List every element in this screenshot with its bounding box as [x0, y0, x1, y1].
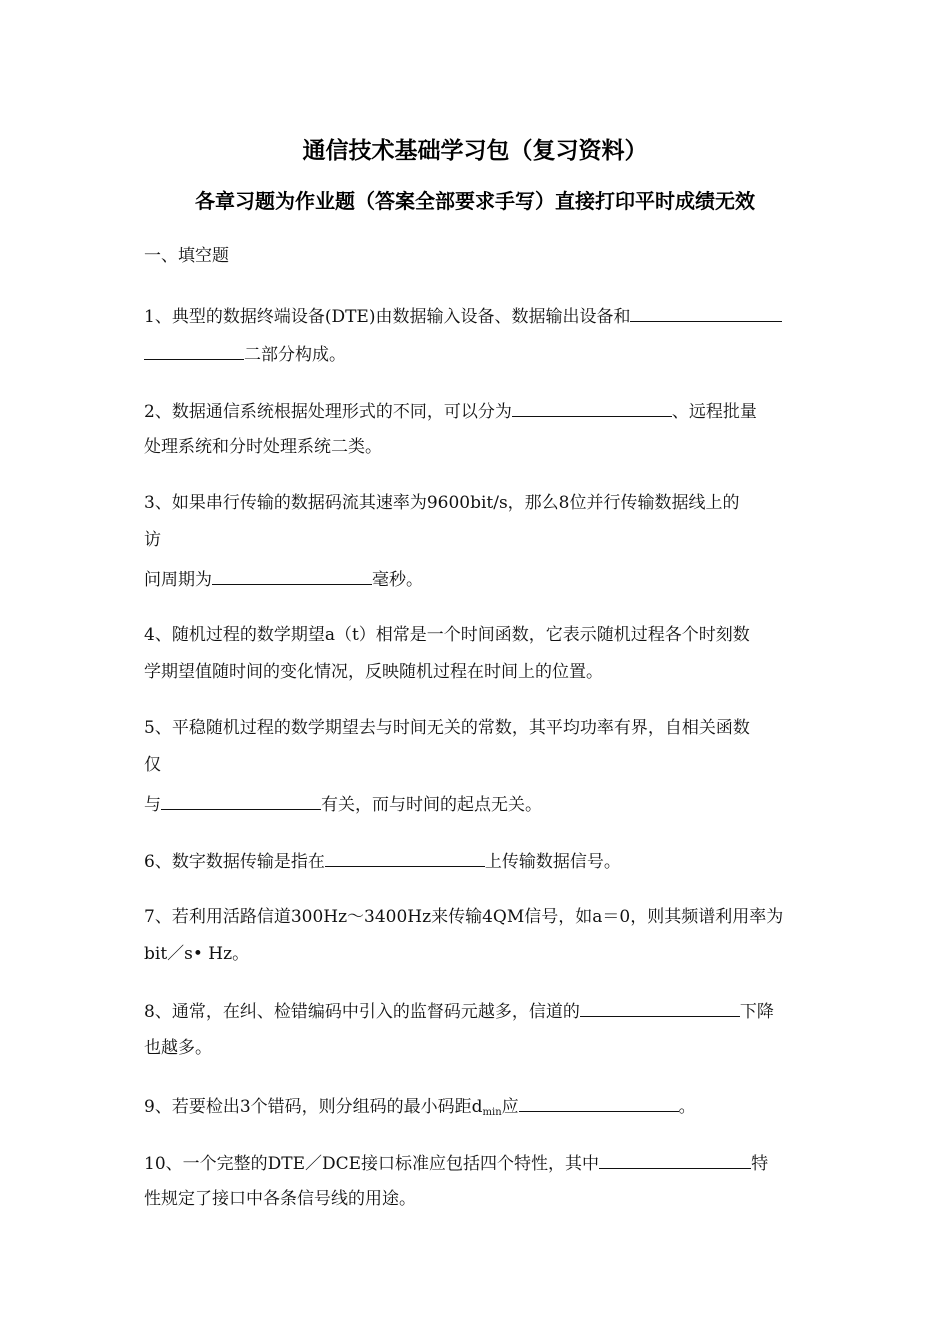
question-6-line-1: 6、数字数据传输是指在 上传输数据信号。 [144, 848, 621, 874]
question-10-line-1: 10、一个完整的DTE／DCE接口标准应包括四个特性，其中 特 [144, 1150, 768, 1176]
answer-blank[interactable] [519, 1093, 679, 1112]
question-8-line-1: 8、通常，在纠、检错编码中引入的监督码元越多，信道的 下降 [144, 998, 774, 1024]
question-7-line-2: bit／s• Hz。 [144, 944, 250, 964]
question-10-line-2: 性规定了接口中各条信号线的用途。 [144, 1189, 416, 1209]
question-4-line-2: 学期望值随时间的变化情况，反映随机过程在时间上的位置。 [144, 662, 603, 682]
section-heading: 一、填空题 [144, 246, 229, 266]
answer-blank[interactable] [599, 1150, 751, 1169]
question-1-line-1: 1、典型的数据终端设备(DTE)由数据输入设备、数据输出设备和 [144, 303, 782, 329]
question-8-line-2: 也越多。 [144, 1038, 212, 1058]
answer-blank[interactable] [325, 848, 485, 867]
answer-blank[interactable] [161, 791, 321, 810]
question-2-line-1: 2、数据通信系统根据处理形式的不同，可以分为 、远程批量 [144, 398, 757, 424]
question-9-line-1: 9、若要检出3个错码，则分组码的最小码距$d_{min}$应 。 [144, 1093, 696, 1125]
question-3-line-1: 3、如果串行传输的数据码流其速率为9600bit/s，那么8位并行传输数据线上的 [144, 493, 740, 513]
document-title: 通信技术基础学习包（复习资料） [302, 138, 648, 164]
question-7-line-1: 7、若利用活路信道300Hz～3400Hz来传输4QM信号，如a＝0，则其频谱利用率为 [144, 907, 784, 927]
subscript-min: min [482, 1107, 502, 1118]
question-3-line-2: 访 [144, 530, 161, 550]
question-5-line-3: 与 有关，而与时间的起点无关。 [144, 791, 542, 817]
question-1-line-2: 二部分构成。 [144, 341, 346, 367]
answer-blank[interactable] [580, 998, 740, 1017]
document-subtitle: 各章习题为作业题（答案全部要求手写）直接打印平时成绩无效 [195, 189, 755, 213]
answer-blank[interactable] [144, 341, 244, 360]
question-4-line-1: 4、随机过程的数学期望a（t）相常是一个时间函数，它表示随机过程各个时刻数 [144, 625, 750, 645]
answer-blank[interactable] [630, 303, 782, 322]
answer-blank[interactable] [512, 398, 672, 417]
question-3-line-3: 问周期为 毫秒。 [144, 566, 423, 592]
answer-blank[interactable] [212, 566, 372, 585]
question-2-line-2: 处理系统和分时处理系统二类。 [144, 437, 382, 457]
question-5-line-1: 5、平稳随机过程的数学期望去与时间无关的常数，其平均功率有界，自相关函数 [144, 718, 750, 738]
question-5-line-2: 仅 [144, 755, 161, 775]
